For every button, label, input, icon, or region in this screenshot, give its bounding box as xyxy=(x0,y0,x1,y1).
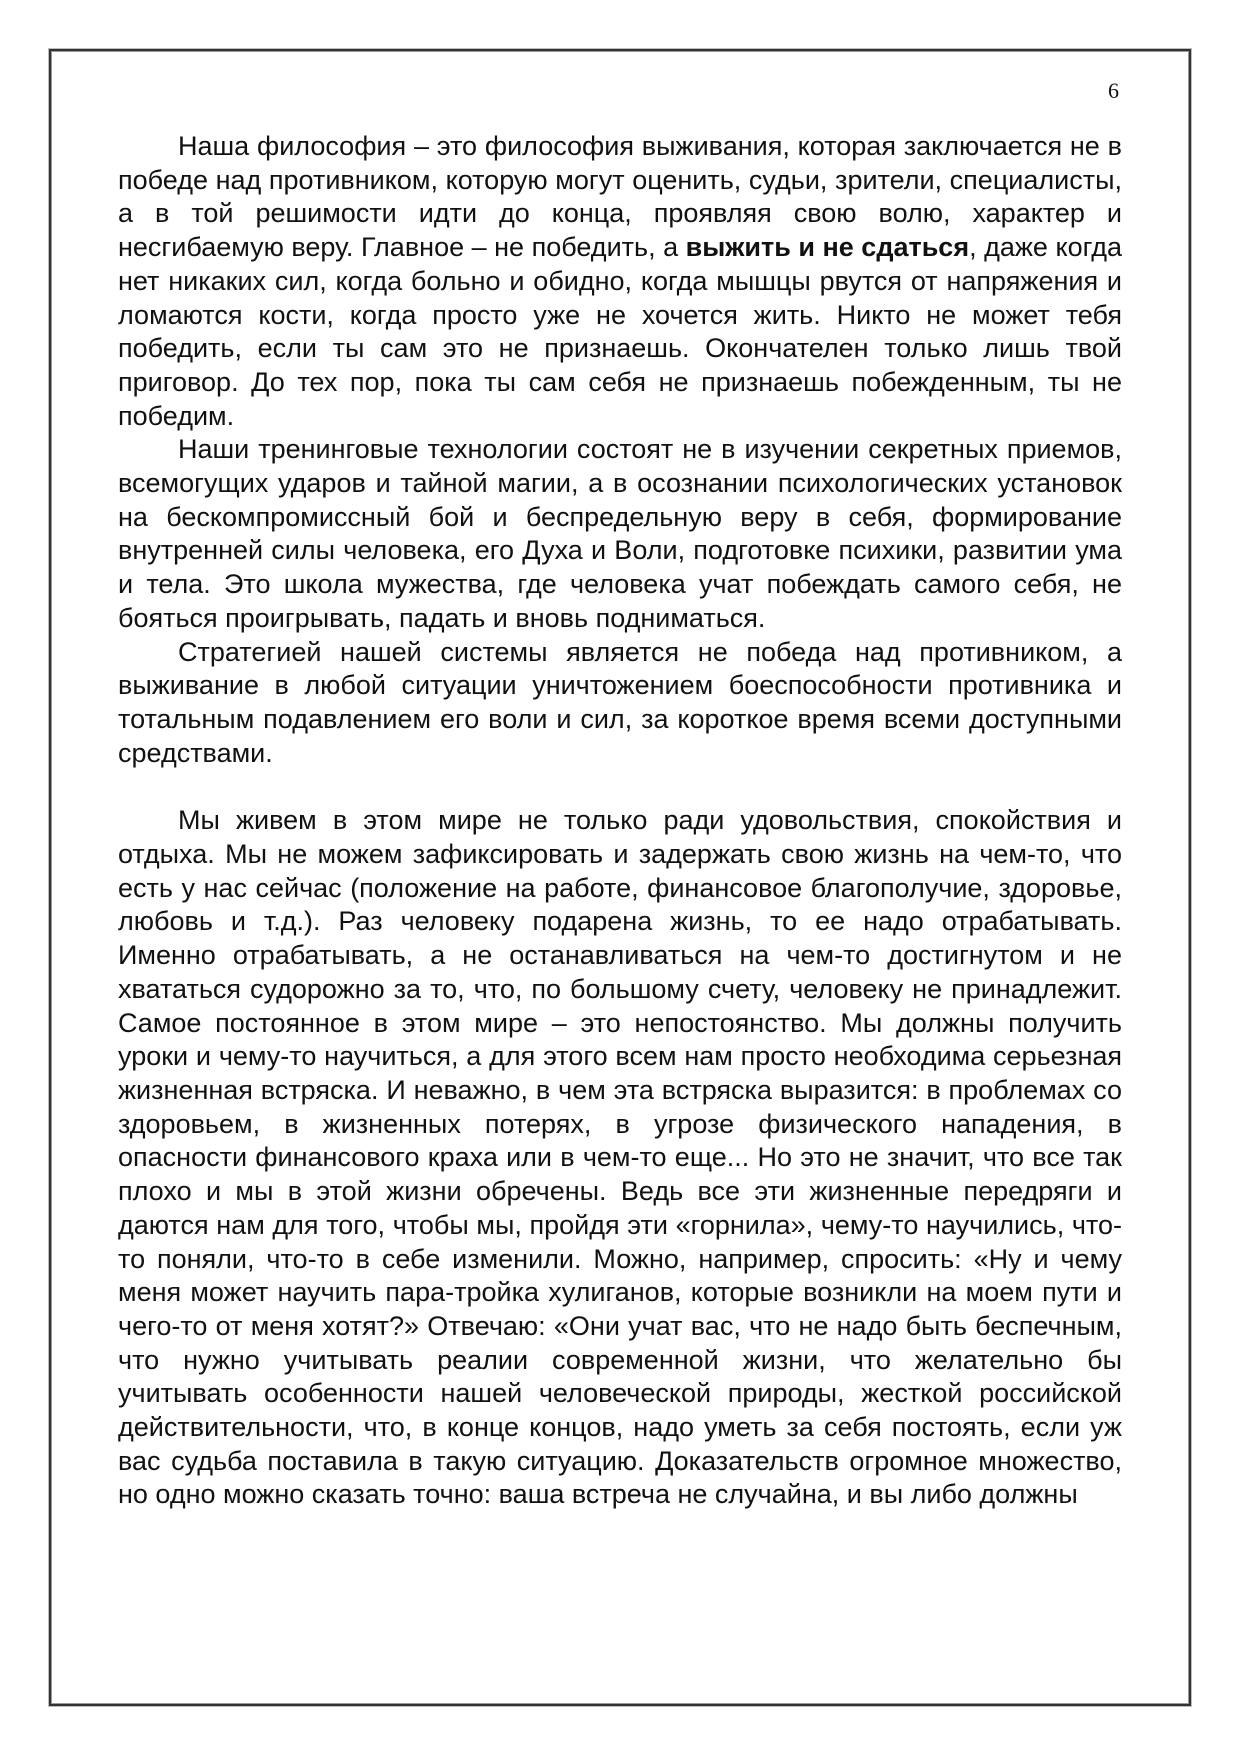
document-body xyxy=(118,130,1122,1512)
paragraph-training: Наши тренинговые технологии состоят не в изучении секретных приемов, всемогущих ударов и тайной магии, а в осознании психологических установок на бескомпромиссный бой и беспредельную веру в себя, формирование внутренней силы человека, его Духа и Воли, подготовке психики, развитии ума и тела. Это школа мужества, где человека учат побеждать самого себя, не бояться проигрывать, падать и вновь подниматься. xyxy=(118,434,1122,633)
paragraph-philosophy-text-before: Наша философия – это философия выживания, которая заключается не в победе над противником, которую могут оценить, судьи, зрители, специалисты, а в той решимости идти до конца, проявляя свою волю, характер и несгибаемую веру. Главное – не победить, а xyxy=(118,131,1122,263)
paragraph-philosophy-text-after: , даже когда нет никаких сил, когда больно и обидно, когда мышцы рвутся от напряжения и ломаются кости, когда просто уже не хочется жить. Никто не может тебя победить, если ты сам это не признаешь. Окончателен только лишь твой приговор. До тех пор, пока ты сам себя не признаешь побежденным, ты не победим. xyxy=(118,232,1122,431)
paragraph-spacer xyxy=(118,770,1122,804)
paragraph-strategy: Стратегией нашей системы является не победа над противником, а выживание в любой ситуации уничтожением боеспособности противника и тотальным подавлением его воли и сил, за короткое время всеми доступными средствами. xyxy=(118,636,1122,768)
paragraph-philosophy-emphasis: выжить и не сдаться xyxy=(685,232,970,263)
page-number: 6 xyxy=(1108,78,1119,103)
paragraph-philosophy xyxy=(118,130,1122,433)
paragraph-life: Мы живем в этом мире не только ради удовольствия, спокойствия и отдыха. Мы не можем зафиксировать и задержать свою жизнь на чем-то, что есть у нас сейчас (положение на работе, финансовое благополучие, здоровье, любовь и т.д.). Раз человеку подарена жизнь, то ее надо отрабатывать. Именно отрабатывать, а не останавливаться на чем-то достигнутом и не хвататься судорожно за то, что, по большому счету, человеку не принадлежит. Самое постоянное в этом мире – это непостоянство. Мы должны получить уроки и чему-то научиться, а для этого всем нам просто необходима серьезная жизненная встряска. И неважно, в чем эта встряска выразится: в проблемах со здоровьем, в жизненных потерях, в угрозе физического нападения, в опасности финансового краха или в чем-то еще... Но это не значит, что все так плохо и мы в этой жизни обречены. Ведь все эти жизненные передряги и даются нам для того, чтобы мы, пройдя эти «горнила», чему-то научились, что-то поняли, что-то в себе изменили. Можно, например, спросить: «Ну и чему меня может научить пара-тройка хулиганов, которые возникли на моем пути и чего-то от меня хотят?» Отвечаю: «Они учат вас, что не надо быть беспечным, что нужно учитывать реалии современной жизни, что желательно бы учитывать особенности нашей человеческой природы, жесткой российской действительности, что, в конце концов, надо уметь за себя постоять, если уж вас судьба поставила в такую ситуацию. Доказательств огромное множество, но одно можно сказать точно: ваша встреча не случайна, и вы либо должны xyxy=(118,805,1122,1510)
